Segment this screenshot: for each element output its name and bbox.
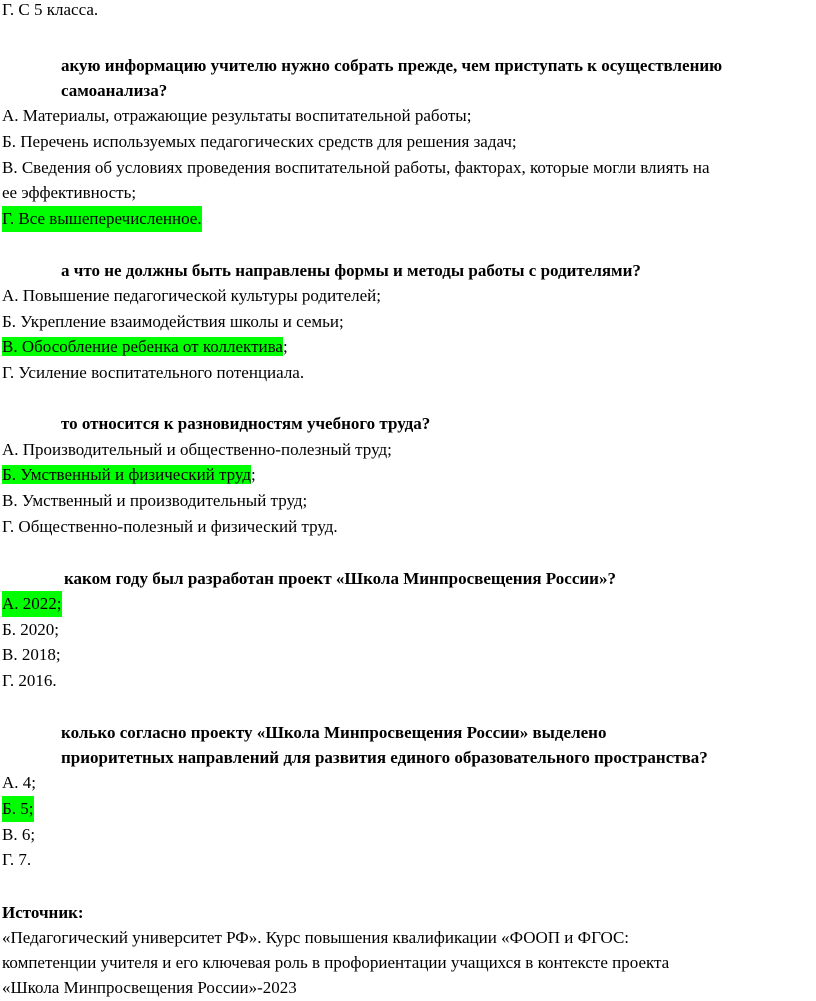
question-4-option-c: В. 2018; [2, 645, 61, 664]
question-5-option-a: А. 4; [2, 773, 36, 792]
question-4-option-b: Б. 2020; [2, 620, 59, 639]
question-5-option-b-correct: Б. 5; [2, 796, 34, 822]
question-1-option-b: Б. Перечень используемых педагогических средств для решения задач; [2, 132, 517, 151]
question-5-option-d: Г. 7. [2, 850, 32, 869]
question-3-option-b [2, 462, 256, 488]
question-1-option-a: А. Материалы, отражающие результаты воспитательной работы; [2, 106, 472, 125]
question-3-option-b-correct: Б. Умственный и физический труд [2, 465, 252, 484]
question-2-option-c [2, 334, 288, 360]
question-1-option-c-cont: ее эффективность; [2, 183, 137, 202]
question-4-line-1: каком году был разработан проект «Школа Минпросвещения России»? [64, 569, 616, 588]
source-line-2: компетенции учителя и его ключевая роль в профориентации учащихся в контексте проекта [2, 953, 670, 972]
question-2-option-c-correct: В. Обособление ребенка от коллектива [2, 337, 283, 356]
question-1-line-2: самоанализа? [61, 81, 168, 100]
question-5-line-2: приоритетных направлений для развития единого образовательного пространства? [61, 748, 708, 767]
source-line-3: «Школа Минпросвещения России»-2023 [2, 978, 297, 997]
question-5-line-1: колько согласно проекту «Школа Минпросвещения России» выделено [61, 723, 607, 742]
prev-answer-line: Г. С 5 класса. [2, 0, 99, 19]
question-2-option-c-punct: ; [282, 337, 288, 356]
question-3-option-d: Г. Общественно-полезный и физический труд. [2, 517, 338, 536]
question-3-option-b-punct: ; [251, 465, 256, 484]
question-5-option-c: В. 6; [2, 825, 36, 844]
question-3-option-c: В. Умственный и производительный труд; [2, 491, 308, 510]
question-2-option-a: А. Повышение педагогической культуры родителей; [2, 286, 381, 305]
question-2-line-1: а что не должны быть направлены формы и методы работы с родителями? [61, 261, 641, 280]
question-1-option-d-correct: Г. Все вышеперечисленное. [2, 206, 202, 232]
question-3-option-a: А. Производительный и общественно-полезный труд; [2, 440, 392, 459]
question-1-option-c: В. Сведения об условиях проведения воспитательной работы, факторах, которые могли влиять на [2, 158, 710, 177]
question-2-option-b: Б. Укрепление взаимодействия школы и семьи; [2, 312, 344, 331]
question-1-line-1: акую информацию учителю нужно собрать прежде, чем приступать к осуществлению [61, 56, 723, 75]
question-2-option-d: Г. Усиление воспитательного потенциала. [2, 363, 305, 382]
source-heading: Источник: [2, 903, 84, 922]
question-4-option-a-correct: А. 2022; [2, 591, 62, 617]
question-3-line-1: то относится к разновидностям учебного труда? [61, 414, 431, 433]
source-line-1: «Педагогический университет РФ». Курс повышения квалификации «ФООП и ФГОС: [2, 928, 630, 947]
question-4-option-d: Г. 2016. [2, 671, 57, 690]
